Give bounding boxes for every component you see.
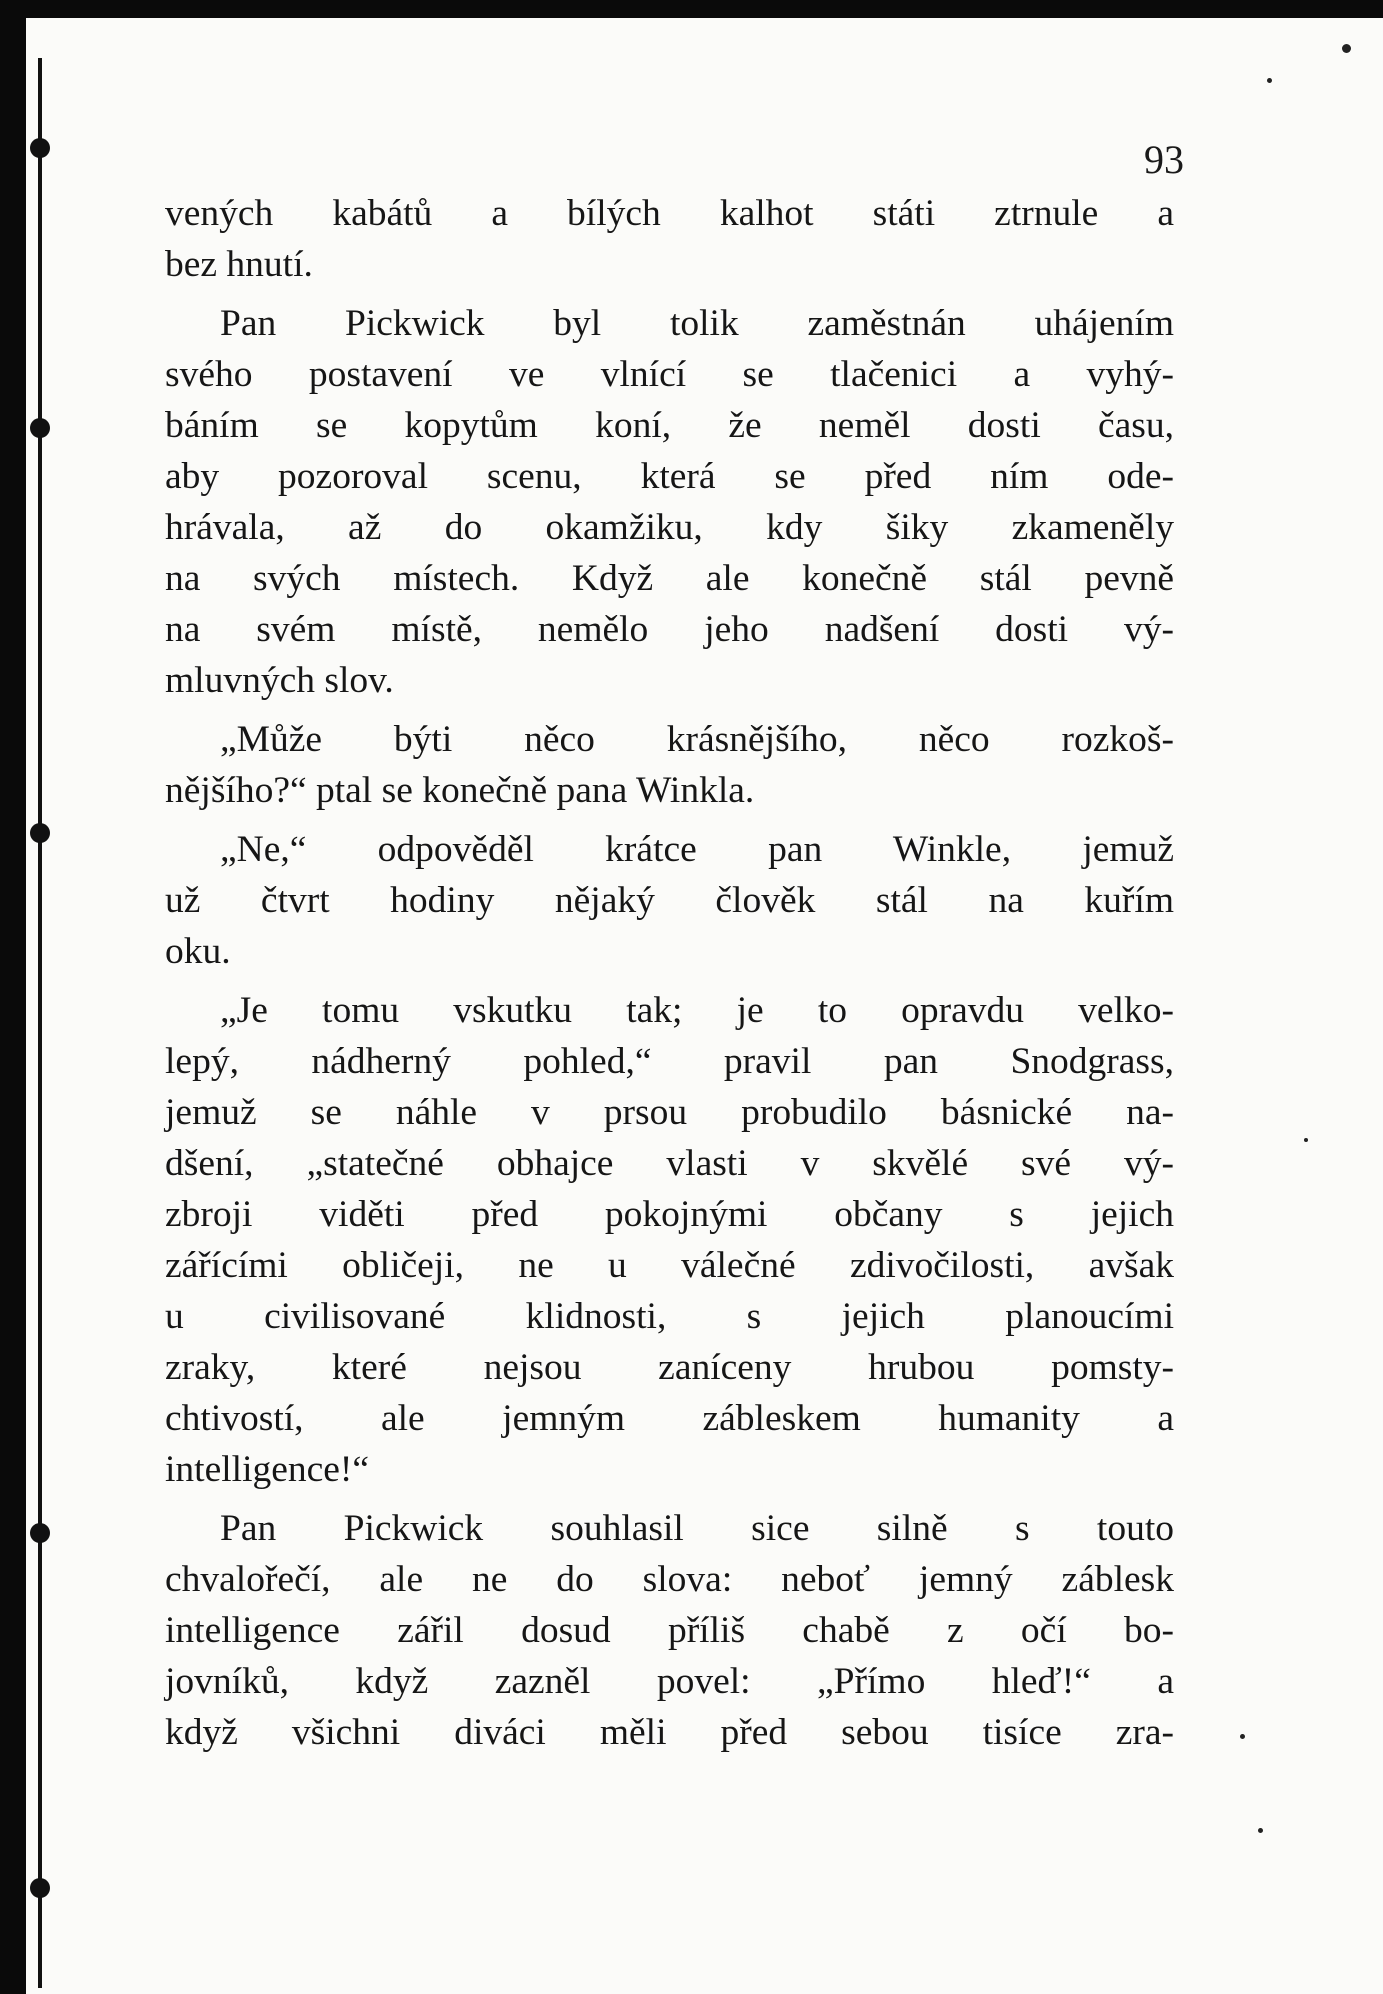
print-speck [1304, 1138, 1308, 1142]
paragraph [165, 188, 1174, 290]
binding-hole [30, 138, 50, 158]
text-line: dšení, „statečné obhajce vlasti v skvělé své vý- [165, 1143, 1174, 1184]
body-text [165, 188, 1174, 1758]
text-line: báním se kopytům koní, že neměl dosti času, [165, 405, 1174, 446]
text-line: „Ne,“ odpověděl krátce pan Winkle, jemuž [220, 829, 1174, 870]
text-line: mluvných slov. [165, 660, 394, 701]
print-speck [1342, 44, 1351, 53]
paragraph [165, 1503, 1174, 1758]
text-line: chvalořečí, ale ne do slova: neboť jemný záblesk [165, 1559, 1174, 1600]
text-line: zbroji viděti před pokojnými občany s jejich [165, 1194, 1174, 1235]
text-line: Pan Pickwick souhlasil sice silně s touto [220, 1508, 1174, 1549]
text-line: na svých místech. Když ale konečně stál pevně [165, 558, 1174, 599]
print-speck [1258, 1828, 1263, 1833]
text-line: chtivostí, ale jemným zábleskem humanity a [165, 1398, 1174, 1439]
binding-hole [30, 1523, 50, 1543]
text-line: „Může býti něco krásnějšího, něco rozkoš- [220, 719, 1174, 760]
text-line: intelligence zářil dosud příliš chabě z očí bo- [165, 1610, 1174, 1651]
text-line: nějšího?“ ptal se konečně pana Winkla. [165, 770, 755, 811]
text-line: bez hnutí. [165, 244, 313, 285]
text-line: „Je tomu vskutku tak; je to opravdu velko- [220, 990, 1174, 1031]
text-line: když všichni diváci měli před sebou tisíce zra- [165, 1712, 1174, 1753]
text-line: aby pozoroval scenu, která se před ním ode- [165, 456, 1174, 497]
binding-hole [30, 1878, 50, 1898]
paragraph [165, 714, 1174, 816]
text-line: na svém místě, nemělo jeho nadšení dosti vý- [165, 609, 1174, 650]
text-line: zraky, které nejsou zaníceny hrubou pomsty- [165, 1347, 1174, 1388]
text-line: zářícími obličeji, ne u válečné zdivočilosti, avšak [165, 1245, 1174, 1286]
text-line: jovníků, když zazněl povel: „Přímo hleď!“ a [165, 1661, 1174, 1702]
print-speck [1240, 1734, 1245, 1739]
text-line: Pan Pickwick byl tolik zaměstnán uhájením [220, 303, 1174, 344]
binding-edge [38, 58, 42, 1988]
paragraph [165, 824, 1174, 977]
text-line: oku. [165, 931, 231, 972]
paragraph [165, 298, 1174, 706]
binding-hole [30, 823, 50, 843]
text-line: vených kabátů a bílých kalhot státi ztrnule a [165, 193, 1174, 234]
text-line: intelligence!“ [165, 1449, 370, 1490]
text-line: u civilisované klidnosti, s jejich planoucími [165, 1296, 1174, 1337]
text-line: lepý, nádherný pohled,“ pravil pan Snodgrass, [165, 1041, 1174, 1082]
print-speck [1267, 78, 1272, 83]
text-line: svého postavení ve vlnící se tlačenici a vyhý- [165, 354, 1174, 395]
text-line: hrávala, až do okamžiku, kdy šiky zkameněly [165, 507, 1174, 548]
binding-hole [30, 418, 50, 438]
text-line: jemuž se náhle v prsou probudilo básnické na- [165, 1092, 1174, 1133]
page-number: 93 [1144, 137, 1184, 182]
text-line: už čtvrt hodiny nějaký člověk stál na kuřím [165, 880, 1174, 921]
paragraph [165, 985, 1174, 1495]
